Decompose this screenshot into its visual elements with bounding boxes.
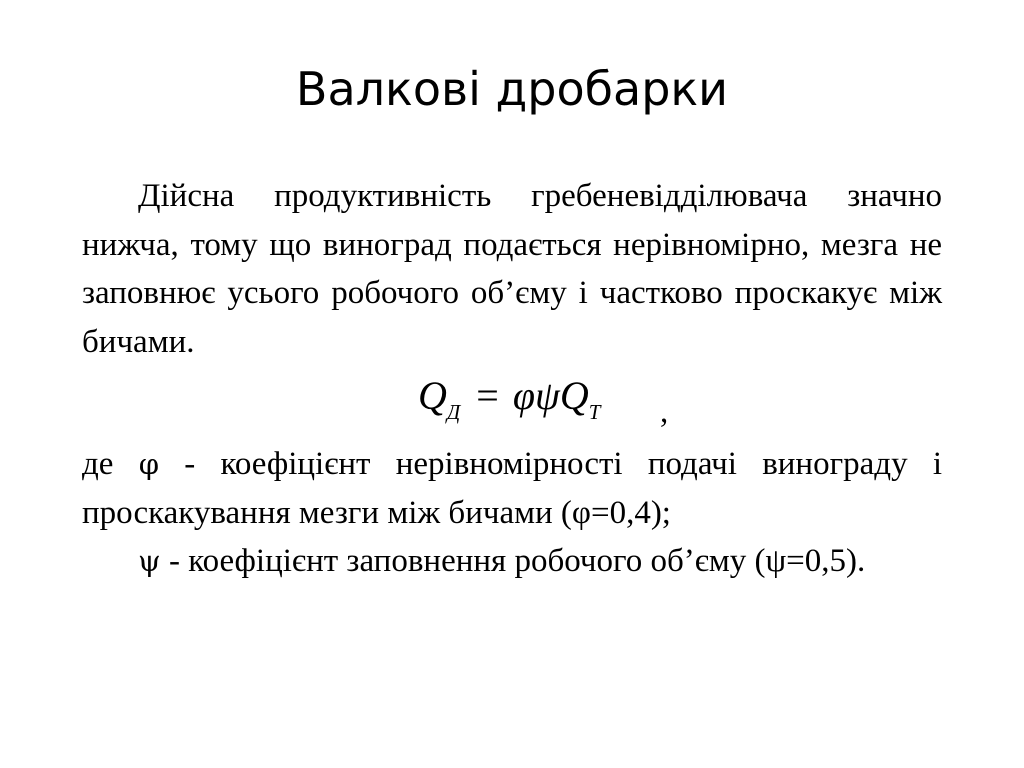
slide-title: Валкові дробарки	[295, 62, 729, 116]
paragraph-phi-definition	[82, 440, 942, 537]
phi-symbol: φ	[138, 447, 160, 481]
formula-psi: ψ	[534, 373, 560, 418]
formula-rhs: Q	[559, 373, 589, 418]
paragraph-psi-definition	[82, 537, 942, 586]
formula-phi: φ	[512, 373, 535, 418]
phi-prefix: де	[82, 446, 114, 482]
slide-body	[82, 172, 942, 586]
phi-definition-text: - коефіцієнт нерівномірності подачі винограду і проскакування мезги між бичами (φ=0,4);	[82, 446, 942, 531]
formula-lhs: Q	[418, 373, 447, 418]
psi-definition-text: - коефіцієнт заповнення робочого об’єму (ψ=0,5).	[160, 543, 866, 579]
formula-lhs-subscript: Д	[446, 400, 461, 424]
formula-block	[82, 360, 942, 440]
paragraph-productivity: Дійсна продуктивність гребеневідділювача значно нижча, тому що виноград подається нерівномірно, мезга не заповнює усього робочого об’єму і частково проскакує між бичами.	[82, 178, 942, 360]
formula-equals: =	[476, 373, 499, 418]
psi-symbol: ψ	[138, 544, 161, 578]
productivity-formula	[418, 366, 600, 432]
formula-comma: ,	[660, 394, 669, 430]
formula-rhs-subscript: Т	[588, 400, 601, 424]
